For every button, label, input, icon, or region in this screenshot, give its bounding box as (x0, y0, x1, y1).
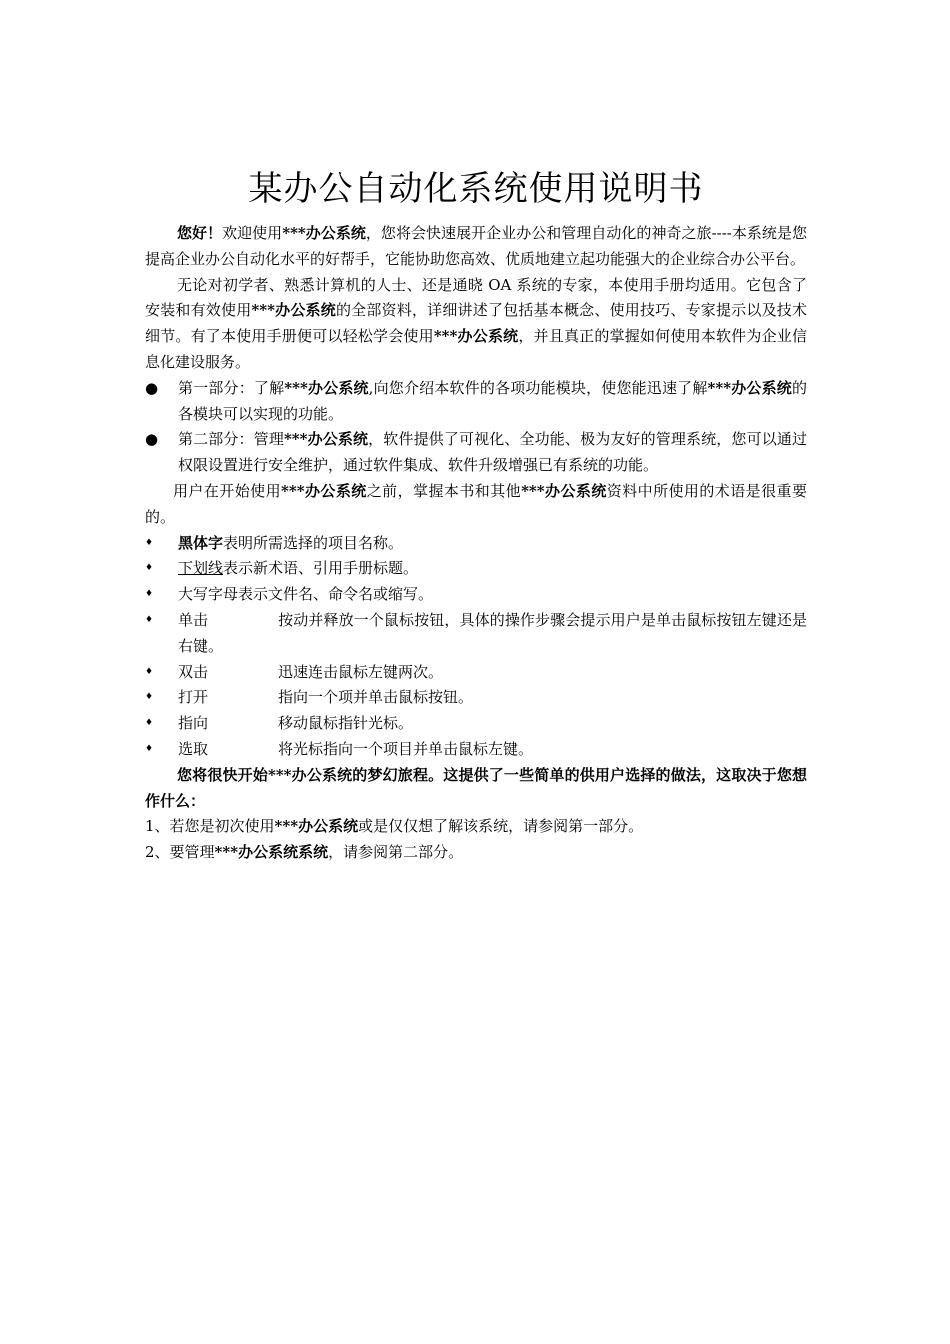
product-name: ***办公系统 (274, 817, 359, 836)
audience-paragraph (145, 273, 807, 376)
convention-text: 表示新术语、引用手册标题。 (223, 559, 419, 578)
intro-text-2: ，您将会快速展开企业办公和管理自动化的神奇之旅----本系统是您提高企业办公自动化水平的好帮手，它能协助您高效、优质地建立起功能强大的企业综合办公平台。 (145, 224, 807, 268)
part-text: 第二部分：管理 (178, 430, 284, 449)
product-name: ***办公系统 (283, 430, 369, 449)
option-text: 1、若您是初次使用 (145, 817, 275, 836)
glossary-item (145, 737, 807, 763)
bullet-diamond-icon: ♦ (145, 692, 154, 703)
terms-text: 用户在开始使用 (173, 481, 282, 500)
bullet-diamond-icon: ♦ (145, 614, 154, 625)
glossary-term: 选取 (178, 739, 209, 758)
intro-paragraph (145, 221, 807, 273)
option-item (145, 840, 807, 866)
audience-text-2: 的全部资料，详细讲述了包括基本概念、使用技巧、专家提示以及技术细节。有了本使用手册便可以轻松学会使用 (145, 301, 807, 346)
glossary-item (145, 711, 807, 737)
document-body (145, 166, 807, 866)
bullet-diamond-icon: ♦ (145, 666, 154, 677)
glossary-item (145, 685, 807, 711)
bullet-diamond-icon: ♦ (145, 743, 154, 754)
part-text: 的各模块可以实现的功能。 (178, 378, 807, 423)
part-one-item (145, 376, 807, 428)
bullet-diamond-icon: ♦ (145, 563, 154, 574)
convention-item-underline (145, 556, 807, 582)
closing-paragraph: 您将很快开始***办公系统的梦幻旅程。这提供了一些简单的供用户选择的做法，这取决于您想作什么： (145, 765, 807, 810)
convention-text: 表明所需选择的项目名称。 (223, 533, 404, 552)
product-name: ***办公系统 (521, 481, 607, 500)
convention-item-bold (145, 531, 807, 557)
product-name: ***办公系统 (281, 481, 367, 500)
product-name: ***办公系统 (707, 378, 792, 397)
part-text: ，软件提供了可视化、全功能、极为友好的管理系统，您可以通过权限设置进行安全维护，通过软件集成、软件升级增强已有系统的功能。 (178, 430, 807, 475)
part-text: 第一部分：了解 (178, 378, 285, 397)
greeting: 您好！ (177, 224, 223, 242)
glossary-term: 指向 (178, 714, 209, 733)
glossary-term: 单击 (178, 610, 209, 629)
intro-text-1: 欢迎使用 (222, 224, 283, 242)
option-text: ，请参阅第二部分。 (328, 843, 464, 862)
bullet-diamond-icon: ♦ (145, 589, 154, 600)
product-name: ***办公系统 (433, 327, 519, 346)
convention-text: 大写字母表示文件名、命令名或缩写。 (178, 585, 434, 604)
glossary-definition: 指向一个项并单击鼠标按钮。 (278, 688, 474, 707)
glossary-definition: 将光标指向一个项目并单击鼠标左键。 (278, 739, 534, 758)
audience-text-1: 无论对初学者、熟悉计算机的人士、还是通晓 OA 系统的专家，本使用手册均适用。它包含了安装和有效使用 (145, 275, 807, 320)
option-item (145, 814, 807, 840)
glossary-item (145, 660, 807, 686)
glossary-term: 打开 (178, 688, 209, 707)
bullet-dot-icon: ● (145, 378, 159, 397)
product-name: ***办公系统 (284, 378, 369, 397)
bullet-dot-icon: ● (145, 430, 159, 449)
underline-sample: 下划线 (178, 559, 224, 578)
terms-intro-paragraph (145, 479, 807, 531)
terms-text: 资料中所使用的术语是很重要的。 (145, 481, 807, 526)
part-text: ,向您介绍本软件的各项功能模块，使您能迅速了解 (368, 378, 708, 397)
product-name: ***办公系统 (251, 301, 336, 320)
option-text: 2、要管理 (145, 843, 215, 862)
audience-text-3: ，并且真正的掌握如何使用本软件为企业信息化建设服务。 (145, 327, 807, 371)
glossary-term: 双击 (178, 662, 209, 681)
glossary-definition: 按动并释放一个鼠标按钮，具体的操作步骤会提示用户是单击鼠标按钮左键还是右键。 (178, 610, 807, 655)
product-name: ***办公系统 (282, 224, 366, 242)
glossary-definition: 迅速连击鼠标左键两次。 (278, 662, 444, 681)
bullet-diamond-icon: ♦ (145, 718, 154, 729)
glossary-item (145, 608, 807, 660)
bullet-diamond-icon: ♦ (145, 537, 154, 548)
bold-sample: 黑体字 (178, 533, 224, 552)
option-text: 或是仅仅想了解该系统，请参阅第一部分。 (358, 817, 644, 836)
terms-text: 之前，掌握本书和其他 (366, 481, 522, 500)
product-name: ***办公系统系统 (214, 843, 329, 862)
document-title: 某办公自动化系统使用说明书 (248, 169, 704, 209)
convention-item-caps (145, 582, 807, 608)
glossary-definition: 移动鼠标指针光标。 (278, 714, 414, 733)
part-two-item (145, 427, 807, 479)
